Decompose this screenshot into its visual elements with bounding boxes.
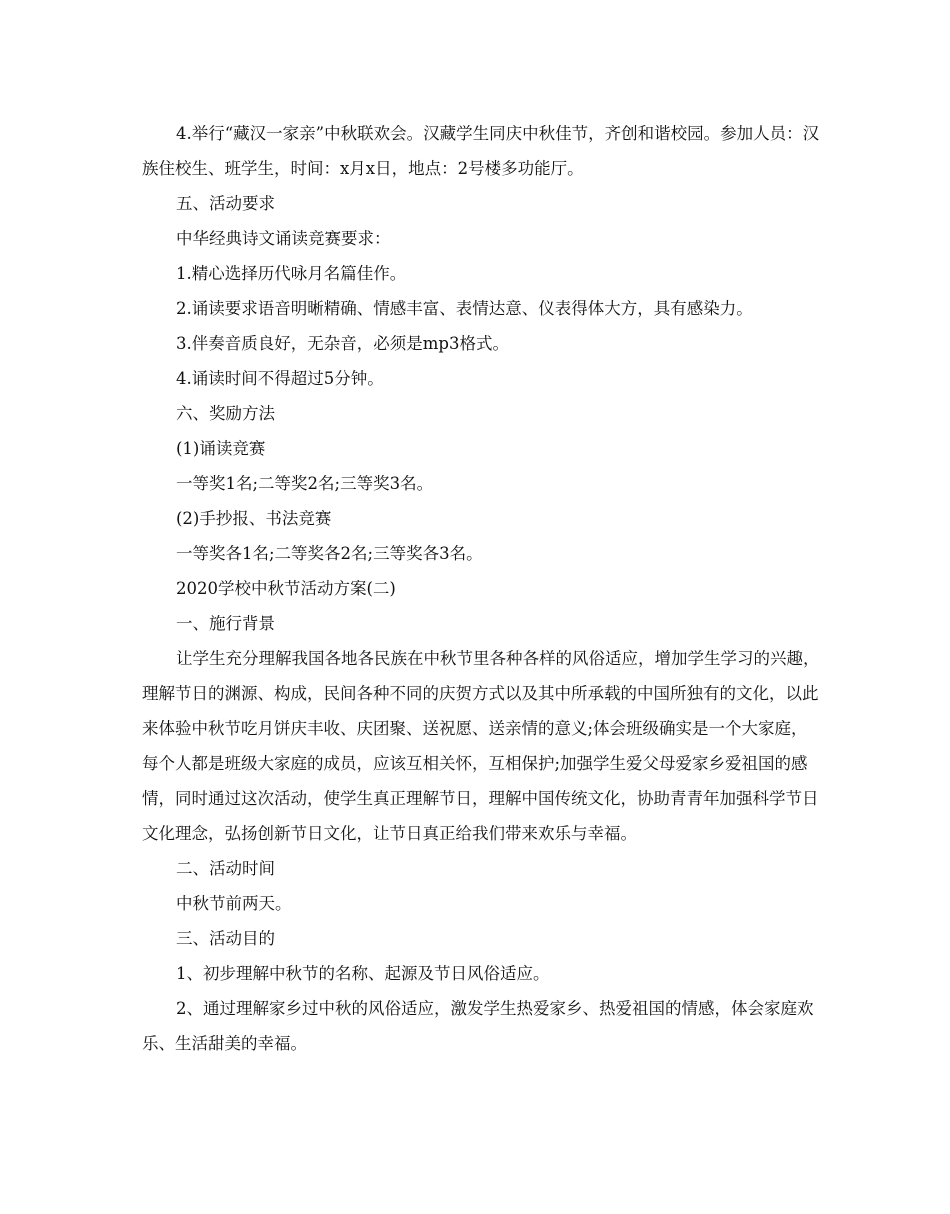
- heading-background: 一、施行背景: [176, 614, 275, 633]
- reward-handwriting-prizes: 一等奖各1名;二等奖各2名;三等奖各3名。: [176, 544, 483, 563]
- plan-title-2: 2020学校中秋节活动方案(二): [176, 579, 396, 598]
- paragraph-activity-4: 4.举行“藏汉一家亲”中秋联欢会。汉藏学生同庆中秋佳节，齐创和谐校园。参加人员：汉族住校生、班学生，时间：x月x日，地点：2号楼多功能厅。: [142, 124, 820, 178]
- reward-category-handwriting: (2)手抄报、书法竞赛: [176, 509, 332, 528]
- requirement-item-2: 2.诵读要求语音明晰精确、情感丰富、表情达意、仪表得体大方，具有感染力。: [176, 299, 753, 318]
- heading-activity-requirements: 五、活动要求: [176, 194, 275, 213]
- paragraph-activity-time: 中秋节前两天。: [176, 894, 292, 913]
- purpose-item-2: 2、通过理解家乡过中秋的风俗适应，激发学生热爱家乡、热爱祖国的情感，体会家庭欢乐、生活甜美的幸福。: [142, 999, 814, 1053]
- requirement-item-4: 4.诵读时间不得超过5分钟。: [176, 369, 384, 388]
- purpose-item-1: 1、初步理解中秋节的名称、起源及节日风俗适应。: [176, 964, 550, 983]
- paragraph-background: 让学生充分理解我国各地各民族在中秋节里各种各样的风俗适应，增加学生学习的兴趣，理解节日的渊源、构成，民间各种不同的庆贺方式以及其中所承载的中国所独有的文化，以此来体验中秋节吃月饼庆丰收、庆团聚、送祝愿、送亲情的意义;体会班级确实是一个大家庭，每个人都是班级大家庭的成员，应该互相关怀，互相保护;加强学生爱父母爱家乡爱祖国的感情，同时通过这次活动，使学生真正理解节日，理解中国传统文化，协助青青年加强科学节日文化理念，弘扬创新节日文化，让节日真正给我们带来欢乐与幸福。: [142, 649, 820, 843]
- reward-category-recitation: (1)诵读竞赛: [176, 439, 266, 458]
- requirement-item-3: 3.伴奏音质良好，无杂音，必须是mp3格式。: [176, 334, 509, 353]
- requirement-item-1: 1.精心选择历代咏月名篇佳作。: [176, 264, 407, 283]
- heading-reward-methods: 六、奖励方法: [176, 404, 275, 423]
- document-body: [142, 116, 822, 1061]
- heading-activity-time: 二、活动时间: [176, 859, 275, 878]
- heading-activity-purpose: 三、活动目的: [176, 929, 275, 948]
- paragraph-recitation-requirements: 中华经典诗文诵读竞赛要求：: [176, 229, 391, 248]
- reward-recitation-prizes: 一等奖1名;二等奖2名;三等奖3名。: [176, 474, 434, 493]
